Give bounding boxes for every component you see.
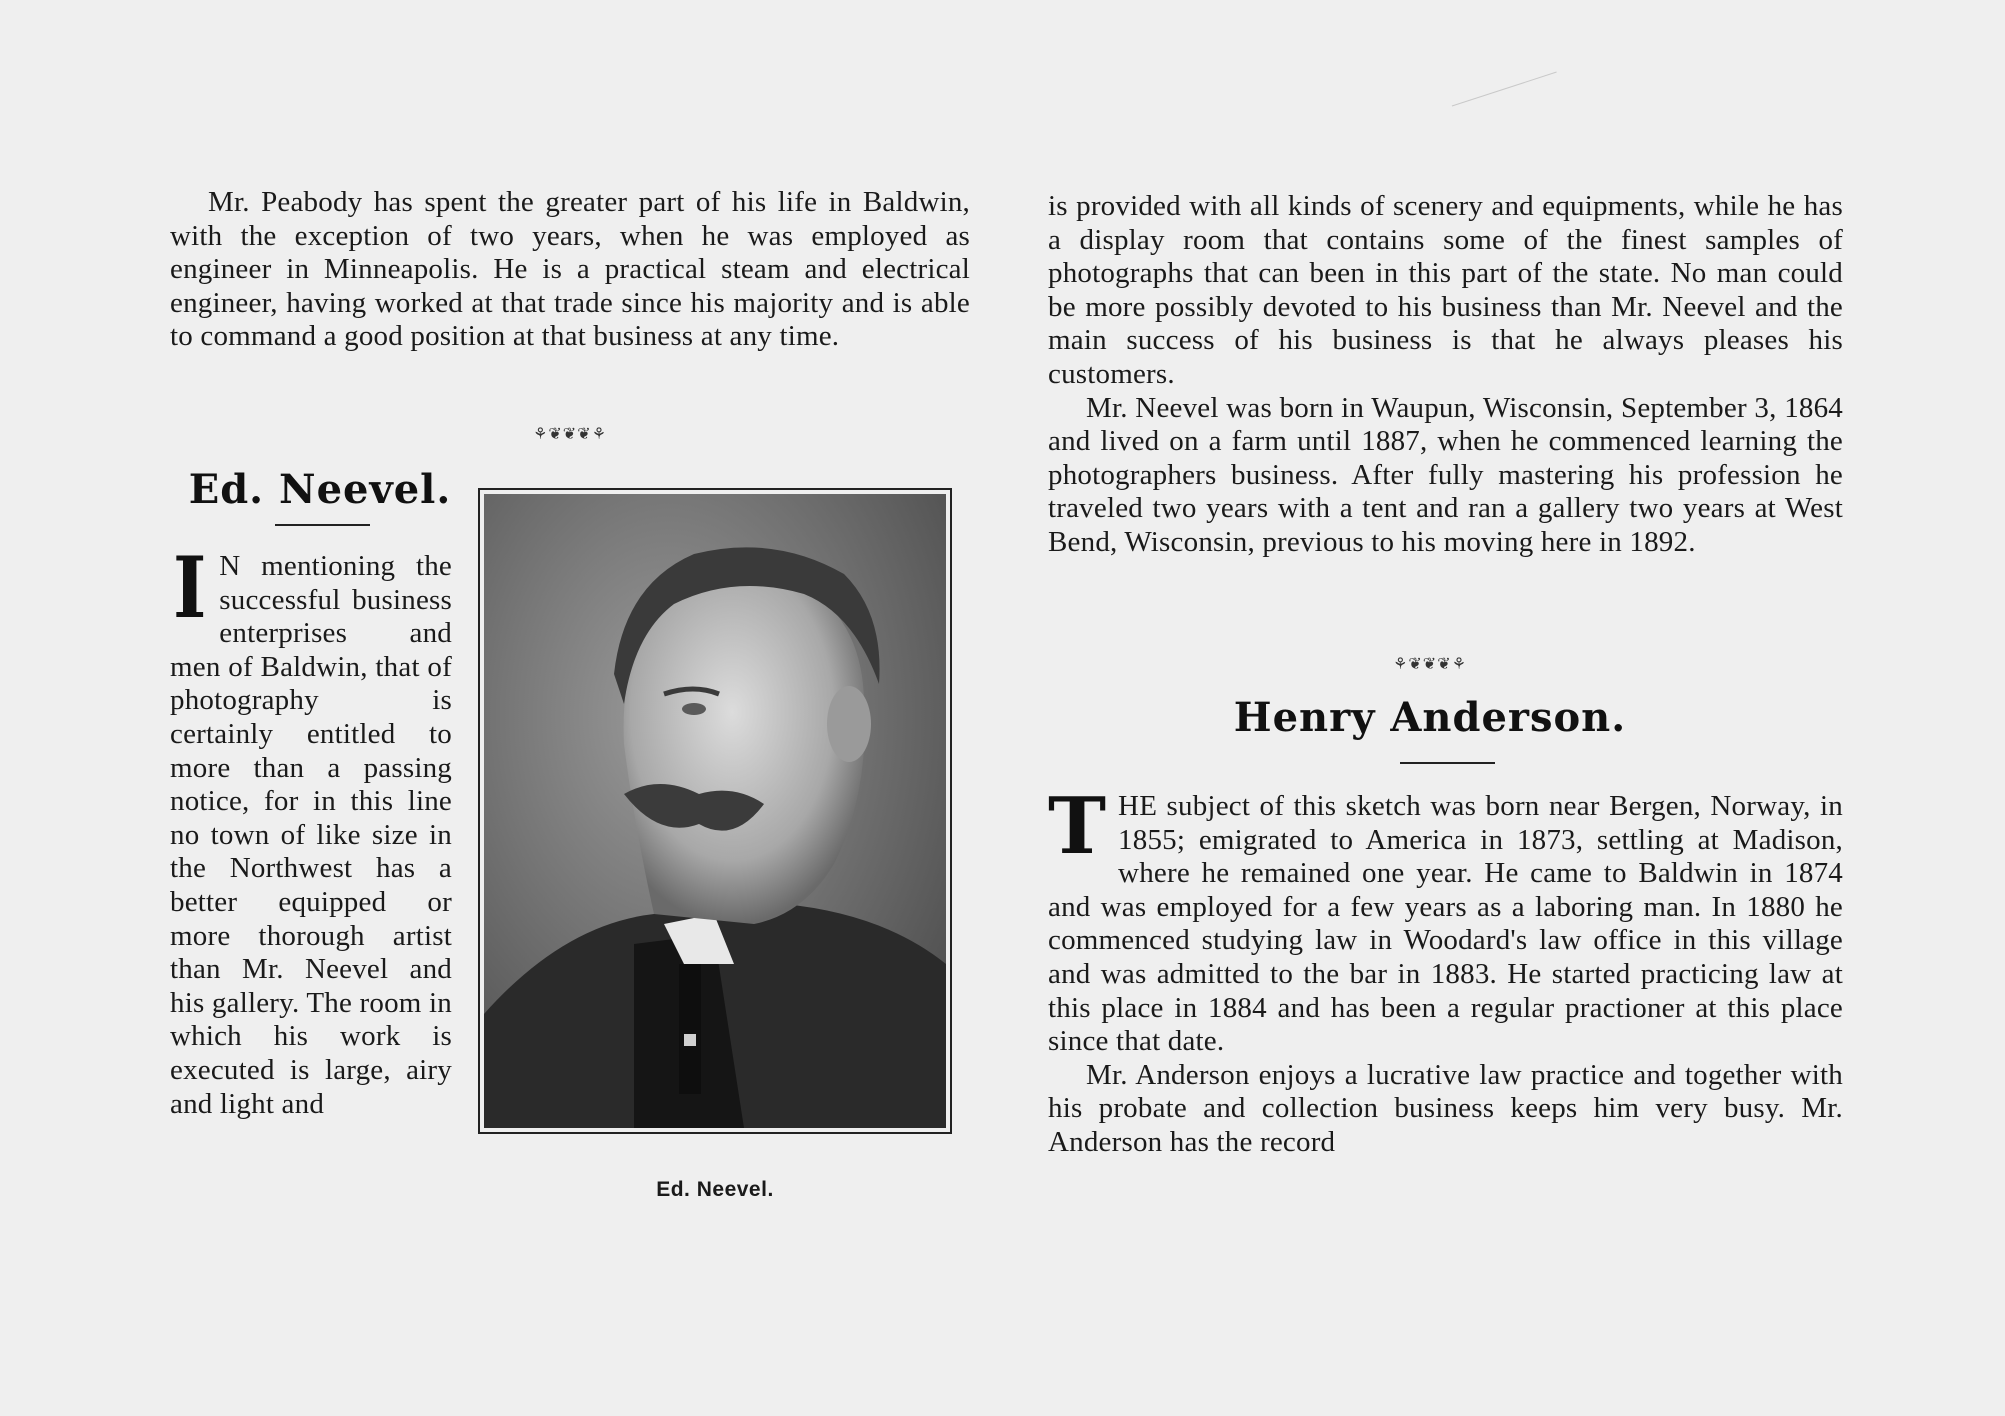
neevel-intro-block	[170, 538, 452, 1121]
anderson-heading-rule	[1400, 762, 1495, 764]
right-ornament: ⚘❦❦❦⚘	[1393, 654, 1467, 673]
neevel-drop-cap: I	[172, 538, 207, 637]
left-column	[170, 186, 970, 354]
portrait-illustration	[484, 494, 946, 1128]
portrait-photo	[484, 494, 946, 1128]
left-ornament: ⚘❦❦❦⚘	[533, 424, 607, 443]
anderson-paragraph: HE subject of this sketch was born near Bergen, Norway, in 1855; emigrated to America in 1873, settling at Madison, where he remained one year. He came to Baldwin in 1874 and was employed for a few years as a laboring man. In 1880 he commenced studying law in Woodard's law office in this village and was admitted to the bar in 1883. He started practicing law at this place in 1884 and has been a regular practioner at this place since that date.	[1048, 790, 1843, 1058]
neevel-heading: Ed. Neevel.	[188, 466, 452, 513]
neevel-portrait	[478, 488, 952, 1134]
right-column	[1048, 190, 1843, 560]
neevel-paragraph: N mentioning the successful business enterprises and men of Baldwin, that of photography is certainly entitled to more than a passing notice, for in this line no town of like size in the Northwest has a better equipped or more thorough artist than Mr. Neevel and his gallery. The room in which his work is executed is large, airy and light and	[170, 550, 452, 1120]
anderson-drop-cap: T	[1048, 781, 1107, 872]
neevel-heading-rule	[275, 524, 370, 526]
portrait-caption: Ed. Neevel.	[656, 1178, 774, 1201]
neevel-birth-paragraph: Mr. Neevel was born in Waupun, Wisconsin, September 3, 1864 and lived on a farm until 1887, when he commenced learning the photographers business. After fully mastering his profession he traveled two years with a tent and ran a gallery two years at West Bend, Wisconsin, previous to his moving here in 1892.	[1048, 391, 1843, 558]
pencil-mark	[1433, 14, 1556, 106]
anderson-block	[1048, 781, 1843, 1160]
peabody-paragraph: Mr. Peabody has spent the greater part of his life in Baldwin, with the exception of two years, when he was employed as engineer in Minneapolis. He is a practical steam and electrical engineer, having worked at that trade since his majority and is able to command a good position at that business at any time.	[170, 186, 970, 353]
neevel-continued-paragraph: is provided with all kinds of scenery and equipments, while he has a display room that contains some of the finest samples of photographs that can been in this part of the state. No man could be more possibly devoted to his business than Mr. Neevel and the main success of his business is that he always pleases his customers.	[1048, 190, 1843, 390]
anderson-heading: Henry Anderson.	[1233, 694, 1627, 741]
anderson-paragraph-2: Mr. Anderson enjoys a lucrative law practice and together with his probate and collection business keeps him very busy. Mr. Anderson has the record	[1048, 1058, 1843, 1158]
